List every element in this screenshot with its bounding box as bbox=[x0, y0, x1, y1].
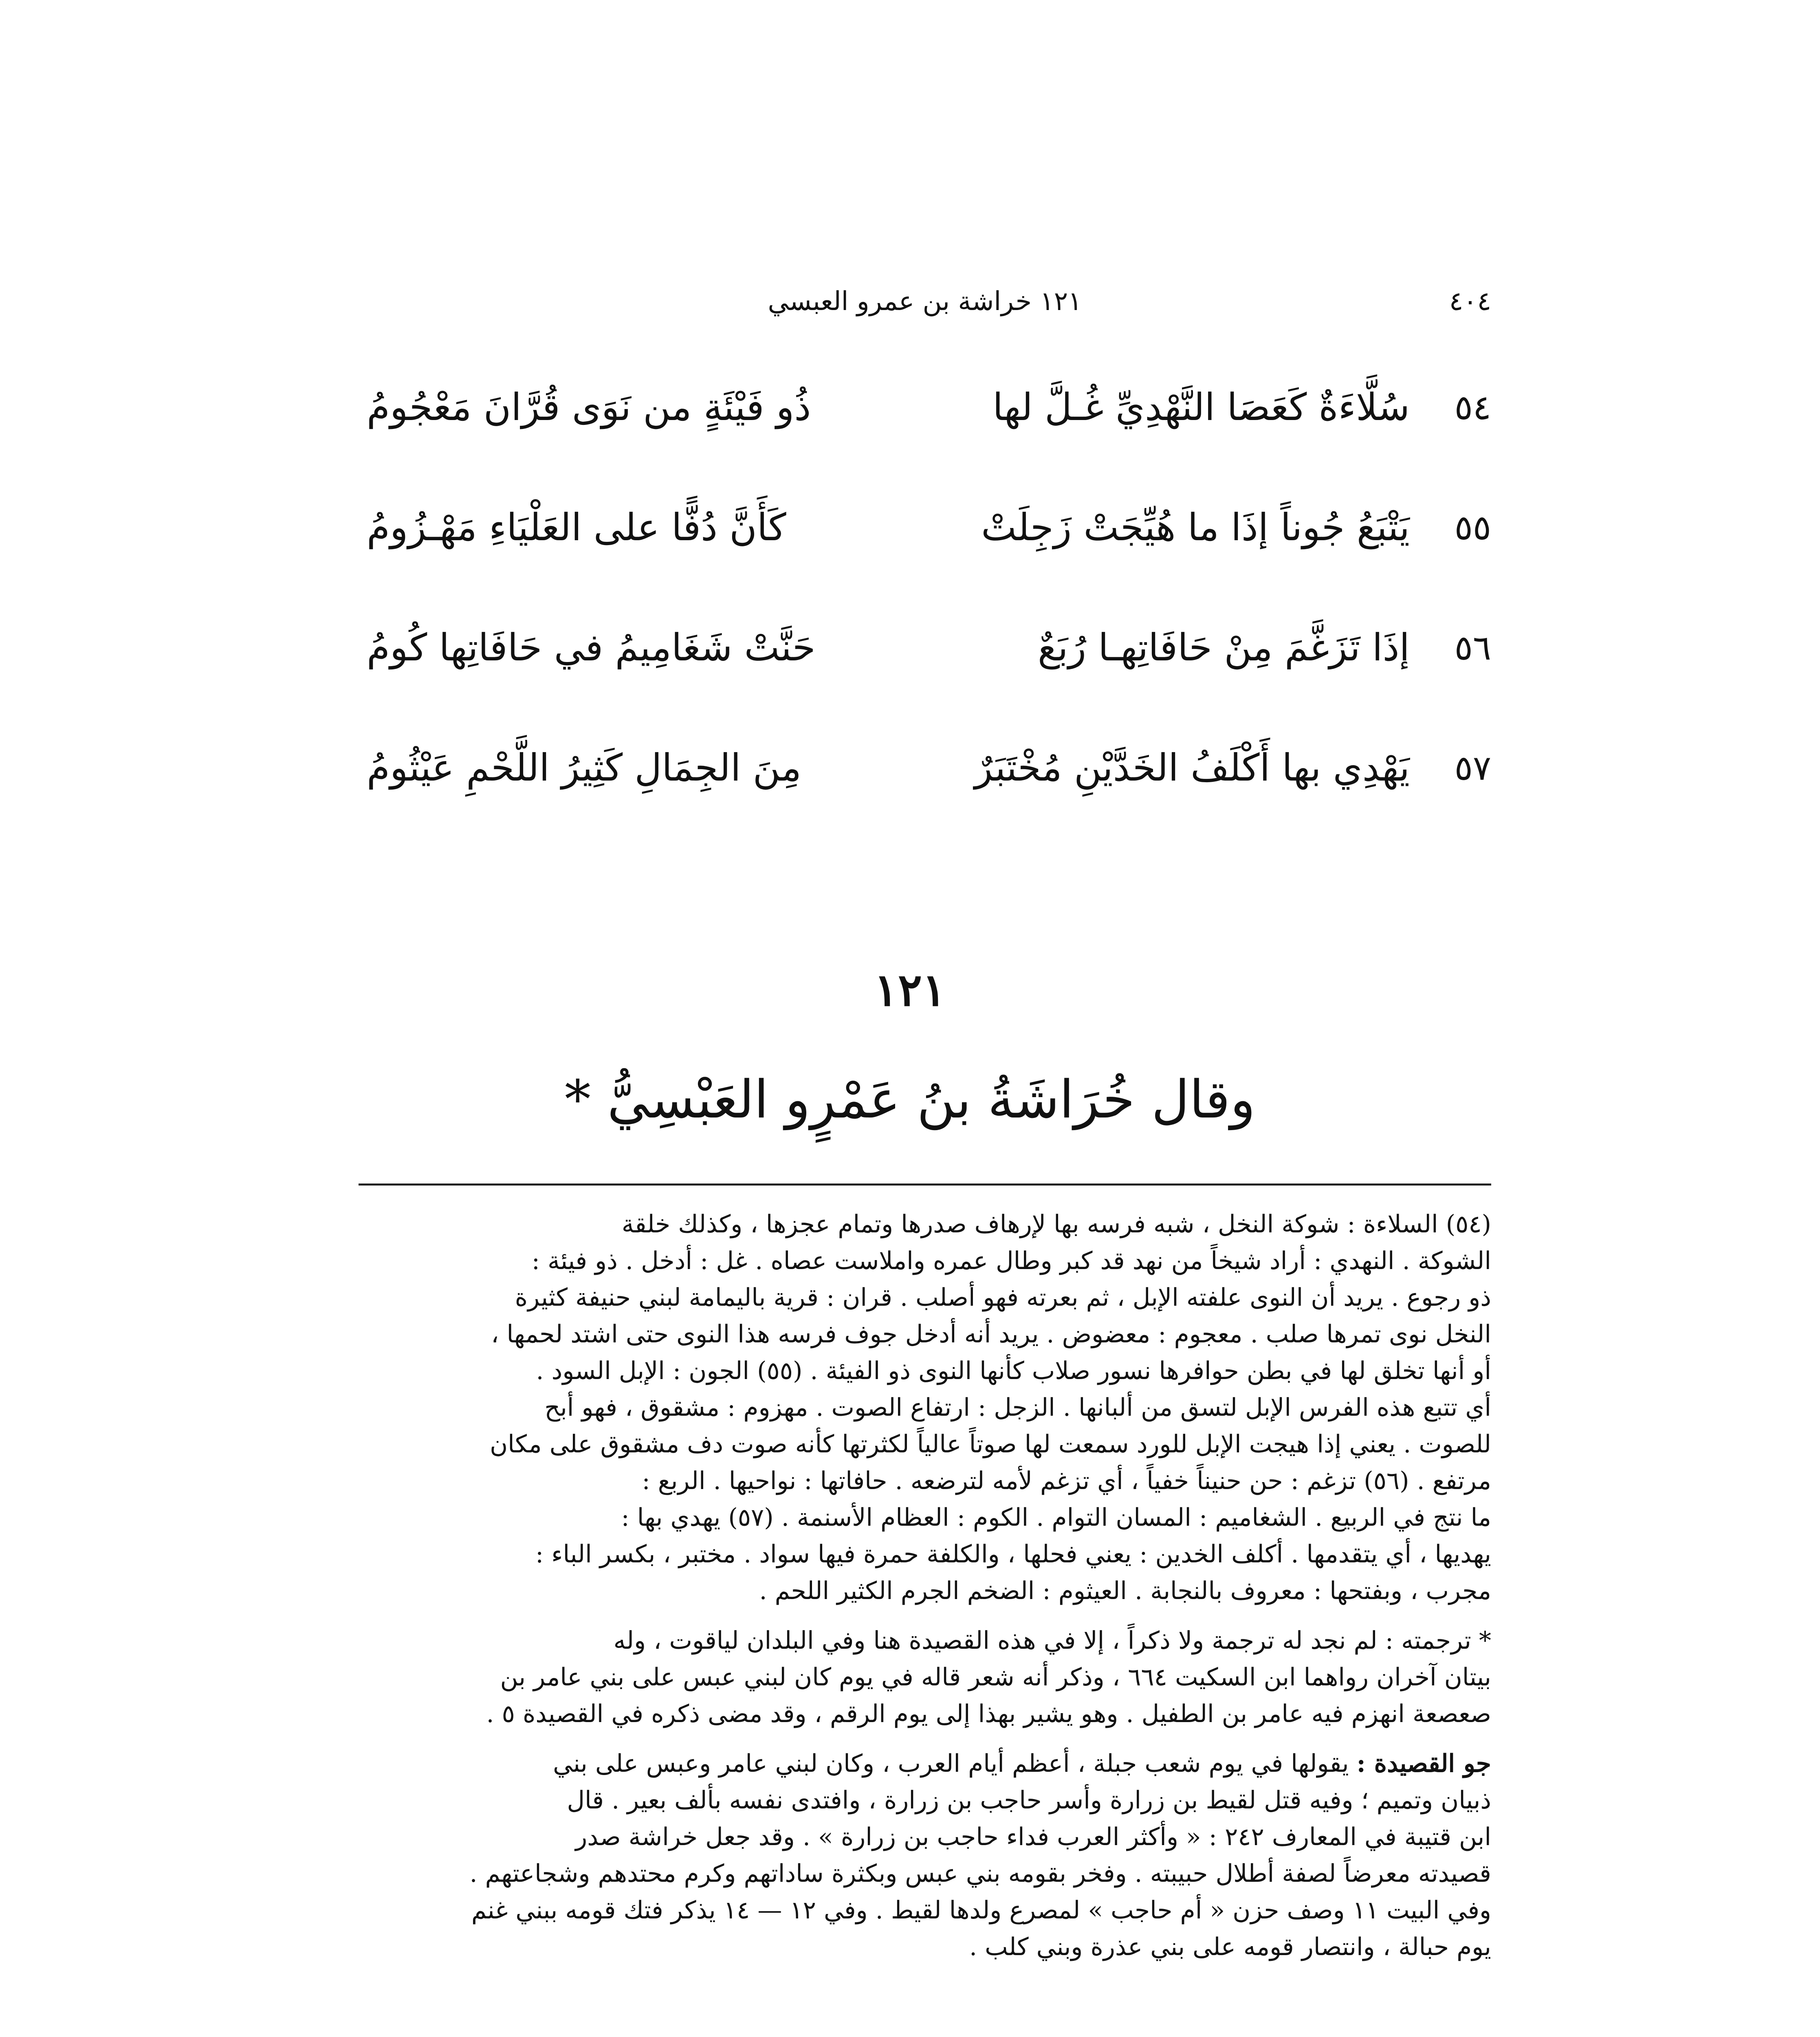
verse-first-hemistich: يَتْبَعُ جُوناً إذَا ما هُيِّجَتْ زَجِلَتْ bbox=[981, 506, 1410, 549]
verse-first-hemistich: إذَا تَزَغَّمَ مِنْ حَافَاتِهـا رُبَعٌ bbox=[1038, 626, 1410, 669]
note-line: صعصعة انهزم فيه عامر بن الطفيل . وهو يشير بهذا إلى يوم الرقم ، وقد مضى ذكره في القصيدة ٥ . bbox=[486, 1700, 1491, 1728]
occasion-text: يقولها في يوم شعب جبلة ، أعظم أيام العرب ، وكان لبني عامر وعبس على بني bbox=[553, 1749, 1349, 1778]
verse-number: ٥٥ bbox=[1454, 508, 1491, 548]
note-line: النخل نوى تمرها صلب . معجوم : معضوض . يريد أنه أدخل جوف فرسه هذا النوى حتى اشتد لحمها ، bbox=[491, 1320, 1491, 1348]
verse-number: ٥٦ bbox=[1454, 628, 1491, 668]
note-line: مرتفع . (٥٦) تزغم : حن حنيناً خفياً ، أي تزغم لأمه لترضعه . حافاتها : نواحيها . الربع : bbox=[642, 1467, 1491, 1495]
occasion-label: جو القصيدة : bbox=[1356, 1749, 1491, 1778]
verse bbox=[359, 607, 1491, 727]
note-line: للصوت . يعني إذا هيجت الإبل للورد سمعت لها صوتاً عالياً لكثرتها كأنه صوت دف مشقوق على مكان bbox=[490, 1430, 1491, 1458]
poem-title: وقال خُرَاشَةُ بنُ عَمْرٍو العَبْسِيُّ * bbox=[564, 1069, 1256, 1130]
footnote-divider bbox=[359, 1183, 1491, 1186]
verse-second-hemistich: حَنَّتْ شَغَامِيمُ في حَافَاتِها كُومُ bbox=[367, 626, 816, 669]
note-line: يهديها ، أي يتقدمها . أكلف الخدين : يعني فحلها ، والكلفة حمرة فيها سواد . مختبر ، بكسر الباء : bbox=[535, 1540, 1491, 1568]
note-line: ابن قتيبة في المعارف ٢٤٢ : « وأكثر العرب فداء حاجب بن زرارة » . وقد جعل خراشة صدر bbox=[575, 1823, 1491, 1851]
note-line bbox=[359, 1745, 1491, 1782]
verse bbox=[359, 727, 1491, 847]
occasion-note bbox=[359, 1745, 1491, 1965]
poem-number: ١٢١ bbox=[874, 964, 946, 1016]
verse-first-hemistich: سُلَّاءَةٌ كَعَصَا النَّهْدِيِّ غُـلَّ لها bbox=[993, 385, 1410, 429]
note-line: يوم حبالة ، وانتصار قومه على بني عذرة وبني كلب . bbox=[969, 1933, 1491, 1961]
verse-second-hemistich: كَأَنَّ دُفًّا على العَلْيَاءِ مَهْـزُومُ bbox=[367, 506, 786, 549]
note-line: بيتان آخران رواهما ابن السكيت ٦٦٤ ، وذكر أنه شعر قاله في يوم كان لبني عبس على بني عامر بن bbox=[500, 1663, 1491, 1692]
note-line: أي تتبع هذه الفرس الإبل لتسق من ألبانها . الزجل : ارتفاع الصوت . مهزوم : مشقوق ، فهو أبح bbox=[544, 1393, 1491, 1422]
note-line: ما نتج في الربيع . الشغاميم : المسان التوام . الكوم : العظام الأسنمة . (٥٧) يهدي بها : bbox=[621, 1503, 1491, 1532]
running-title: ١٢١ خراشة بن عمرو العبسي bbox=[768, 286, 1082, 317]
verse-number: ٥٤ bbox=[1454, 387, 1491, 427]
commentary-notes bbox=[359, 1206, 1491, 1609]
footnotes bbox=[359, 1206, 1491, 1978]
verses bbox=[359, 367, 1491, 847]
note-line: ذبيان وتميم ؛ وفيه قتل لقيط بن زرارة وأسر حاجب بن زرارة ، وافتدى نفسه بألف بعير . قال bbox=[567, 1786, 1491, 1815]
note-line: الشوكة . النهدي : أراد شيخاً من نهد قد كبر وطال عمره واملاست عصاه . غل : أدخل . ذو فيئة : bbox=[531, 1247, 1491, 1275]
note-line: (٥٤) السلاءة : شوكة النخل ، شبه فرسه بها لإرهاف صدرها وتمام عجزها ، وكذلك خلقة bbox=[621, 1210, 1491, 1238]
verse bbox=[359, 367, 1491, 487]
verse-second-hemistich: مِنَ الجِمَالِ كَثِيرُ اللَّحْمِ عَيْثُومُ bbox=[367, 746, 801, 790]
verse-number: ٥٧ bbox=[1454, 748, 1491, 788]
note-line: ذو رجوع . يريد أن النوى علفته الإبل ، ثم بعرته فهو أصلب . قران : قرية باليمامة لبني حنيفة كثيرة bbox=[515, 1283, 1491, 1312]
note-line: * ترجمته : لم نجد له ترجمة ولا ذكراً ، إلا في هذه القصيدة هنا وفي البلدان لياقوت ، وله bbox=[613, 1626, 1491, 1655]
note-line: أو أنها تخلق لها في بطن حوافرها نسور صلاب كأنها النوى ذو الفيئة . (٥٥) الجون : الإبل السود . bbox=[536, 1357, 1491, 1385]
verse-second-hemistich: ذُو فَيْئَةٍ من نَوَى قُرَّانَ مَعْجُومُ bbox=[367, 385, 811, 429]
verse bbox=[359, 487, 1491, 607]
page-number: ٤٠٤ bbox=[1449, 286, 1491, 317]
note-line: قصيدته معرضاً لصفة أطلال حبيبته . وفخر بقومه بني عبس وبكثرة ساداتهم وكرم محتدهم وشجاعتهم . bbox=[469, 1859, 1491, 1888]
biography-note bbox=[359, 1622, 1491, 1732]
running-header bbox=[359, 281, 1491, 326]
note-line: وفي البيت ١١ وصف حزن « أم حاجب » لمصرع ولدها لقيط . وفي ١٢ — ١٤ يذكر فتك قومه ببني غنم bbox=[471, 1896, 1491, 1925]
verse-first-hemistich: يَهْدِي بها أَكْلَفُ الخَدَّيْنِ مُخْتَبَرٌ bbox=[974, 746, 1410, 790]
note-line: مجرب ، وبفتحها : معروف بالنجابة . العيثوم : الضخم الجرم الكثير اللحم . bbox=[759, 1577, 1491, 1605]
